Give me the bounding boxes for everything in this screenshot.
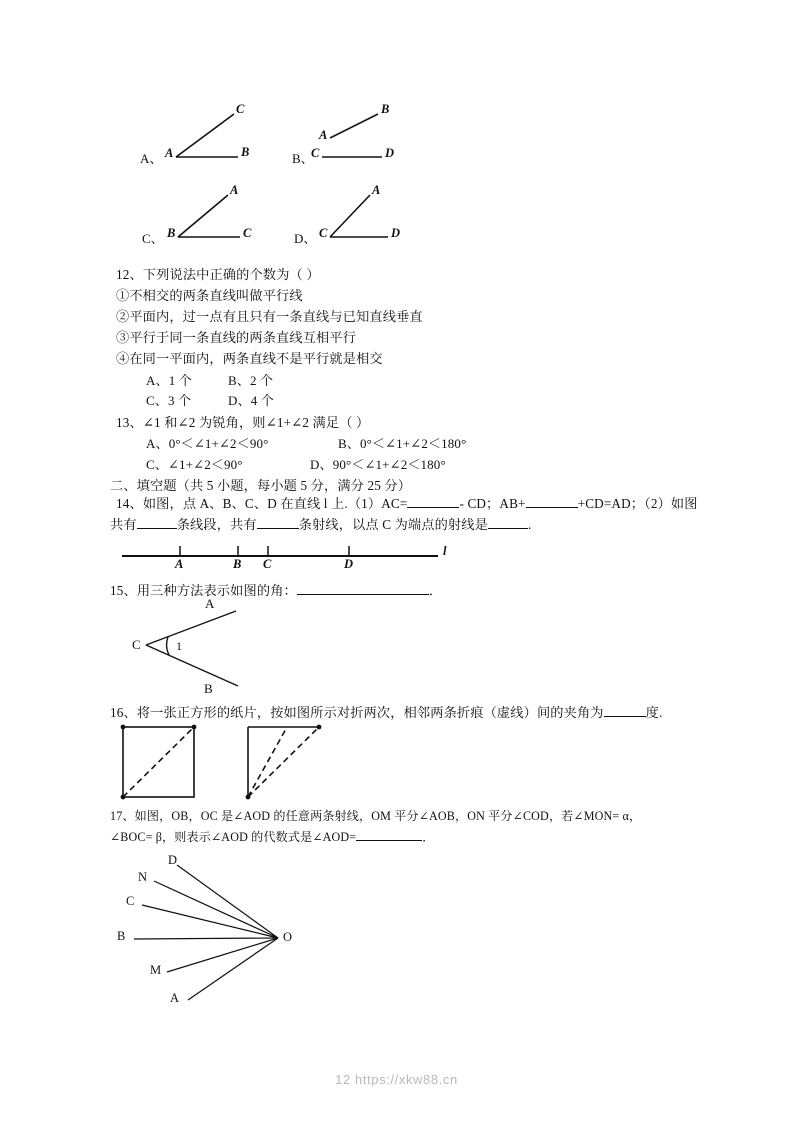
q14-blank-4[interactable] bbox=[257, 528, 299, 529]
q14-text-4: 共有 bbox=[110, 517, 137, 532]
q14-blank-2[interactable] bbox=[526, 507, 578, 508]
q15-text-2: ． bbox=[428, 583, 443, 598]
q16-folded-square-diagram-1 bbox=[118, 722, 228, 802]
q14-line-2 bbox=[110, 515, 531, 534]
q17-rays-diagram bbox=[112, 855, 392, 1025]
point-label-d: D bbox=[344, 557, 354, 571]
q14-text-5: 条线段，共有 bbox=[176, 517, 257, 532]
q12-statement-3: ③平行于同一条直线的两条直线互相平行 bbox=[116, 330, 357, 345]
q16-stem bbox=[110, 703, 662, 722]
q14-blank-1[interactable] bbox=[407, 507, 459, 508]
choice-label-d: D、 bbox=[294, 231, 317, 246]
q15-angle-number-label: 1 bbox=[176, 639, 182, 653]
q15-vertex-label-c: C bbox=[132, 637, 141, 652]
point-label-c-slantend: A bbox=[230, 183, 239, 197]
q13-stem: 13、∠1 和∠2 为锐角，则∠1+∠2 满足（ ） bbox=[116, 415, 370, 430]
point-label-c-rayend: C bbox=[243, 226, 252, 240]
point-label-a-vertex: A bbox=[165, 146, 174, 160]
q16-text-1: 16、将一张正方形的纸片，按如图所示对折两次，相邻两条折痕（虚线）间的夹角为 bbox=[110, 705, 604, 720]
q17-vertex-label-o: O bbox=[283, 930, 293, 944]
point-label-b-seg1end: B bbox=[381, 102, 390, 116]
q13-option-a[interactable]: A、0°＜∠1+∠2＜90° bbox=[146, 436, 269, 451]
choice-diagram-c bbox=[142, 183, 306, 251]
q15-blank-1[interactable] bbox=[297, 594, 429, 595]
q12-option-b[interactable]: B、2 个 bbox=[228, 373, 274, 388]
line-label-l: l bbox=[443, 544, 447, 558]
q16-folded-square-diagram-2 bbox=[243, 722, 353, 802]
q17-ray-label-a: A bbox=[170, 991, 180, 1005]
q14-text-6: 条射线，以点 C 为端点的射线是 bbox=[298, 517, 488, 532]
q17-text-2: ． bbox=[422, 830, 435, 844]
section-2-heading: 二、填空题（共 5 小题，每小题 5 分，满分 25 分） bbox=[110, 478, 412, 493]
q15-angle-diagram bbox=[120, 598, 300, 696]
point-label-a: A bbox=[175, 557, 184, 571]
q13-option-c[interactable]: C、∠1+∠2＜90° bbox=[146, 457, 243, 472]
q12-statement-1: ①不相交的两条直线叫做平行线 bbox=[116, 288, 303, 303]
q15-ray-label-b: B bbox=[204, 681, 213, 696]
q12-statement-4: ④在同一平面内，两条直线不是平行就是相交 bbox=[116, 351, 383, 366]
choice-label-a: A、 bbox=[140, 151, 163, 166]
q14-line-1 bbox=[116, 494, 698, 513]
q14-number-line-diagram bbox=[110, 538, 460, 574]
choice-label-c: C、 bbox=[142, 231, 164, 246]
choice-diagram-a bbox=[140, 100, 306, 172]
q17-text-1: ∠BOC= β，则表示∠AOD 的代数式是∠AOD= bbox=[110, 830, 357, 844]
q12-option-d[interactable]: D、4 个 bbox=[228, 393, 274, 408]
q14-text-1: 14、如图，点 A、B、C、D 在直线 l 上.（1）AC= bbox=[116, 496, 408, 511]
q17-blank-1[interactable] bbox=[356, 840, 422, 841]
q17-ray-label-d: D bbox=[168, 853, 178, 867]
q17-line-1: 17、如图，OB，OC 是∠AOD 的任意两条射线，OM 平分∠AOB，ON 平分∠COD，若∠MON= α， bbox=[110, 809, 642, 823]
q17-line-2 bbox=[110, 828, 435, 847]
q12-statement-2: ②平面内，过一点有且只有一条直线与已知直线垂直 bbox=[116, 309, 423, 324]
q17-ray-label-b: B bbox=[117, 929, 126, 943]
point-label-c: C bbox=[263, 557, 272, 571]
q16-blank-1[interactable] bbox=[604, 716, 646, 717]
choice-diagram-d bbox=[294, 183, 460, 251]
q14-blank-5[interactable] bbox=[488, 528, 528, 529]
q13-option-b[interactable]: B、0°＜∠1+∠2＜180° bbox=[338, 436, 467, 451]
point-label-b-seg2start: C bbox=[311, 146, 320, 160]
q15-ray-label-a: A bbox=[205, 596, 215, 611]
point-label-c-vertex: B bbox=[167, 226, 176, 240]
choice-label-b: B、 bbox=[292, 151, 314, 166]
point-label-a-slantend: C bbox=[236, 102, 245, 116]
point-label-d-slantend: A bbox=[372, 183, 381, 197]
q12-option-c[interactable]: C、3 个 bbox=[146, 393, 192, 408]
q13-option-d[interactable]: D、90°＜∠1+∠2＜180° bbox=[310, 457, 446, 472]
choice-diagram-b bbox=[292, 100, 460, 172]
q16-text-2: 度. bbox=[645, 705, 663, 720]
q17-ray-label-m: M bbox=[150, 963, 162, 977]
q17-ray-label-c: C bbox=[126, 894, 135, 908]
q14-blank-3[interactable] bbox=[137, 528, 177, 529]
point-label-a-rayend: B bbox=[241, 145, 250, 159]
q12-stem: 12、下列说法中正确的个数为（ ） bbox=[116, 267, 320, 282]
point-label-b-seg2end: D bbox=[385, 146, 395, 160]
footer-watermark: 12 https://xkw88.cn bbox=[335, 1072, 458, 1087]
q14-text-3: +CD=AD；（2）如图 bbox=[577, 496, 698, 511]
point-label-d-rayend: D bbox=[391, 226, 401, 240]
q12-option-a[interactable]: A、1 个 bbox=[146, 373, 192, 388]
point-label-b-seg1start: A bbox=[319, 128, 328, 142]
q17-ray-label-n: N bbox=[138, 870, 148, 884]
q14-text-7: . bbox=[527, 517, 532, 532]
point-label-d-vertex: C bbox=[319, 226, 328, 240]
q15-text-1: 15、用三种方法表示如图的角： bbox=[110, 583, 297, 598]
point-label-b: B bbox=[233, 557, 242, 571]
q14-text-2: - CD；AB+ bbox=[459, 496, 526, 511]
